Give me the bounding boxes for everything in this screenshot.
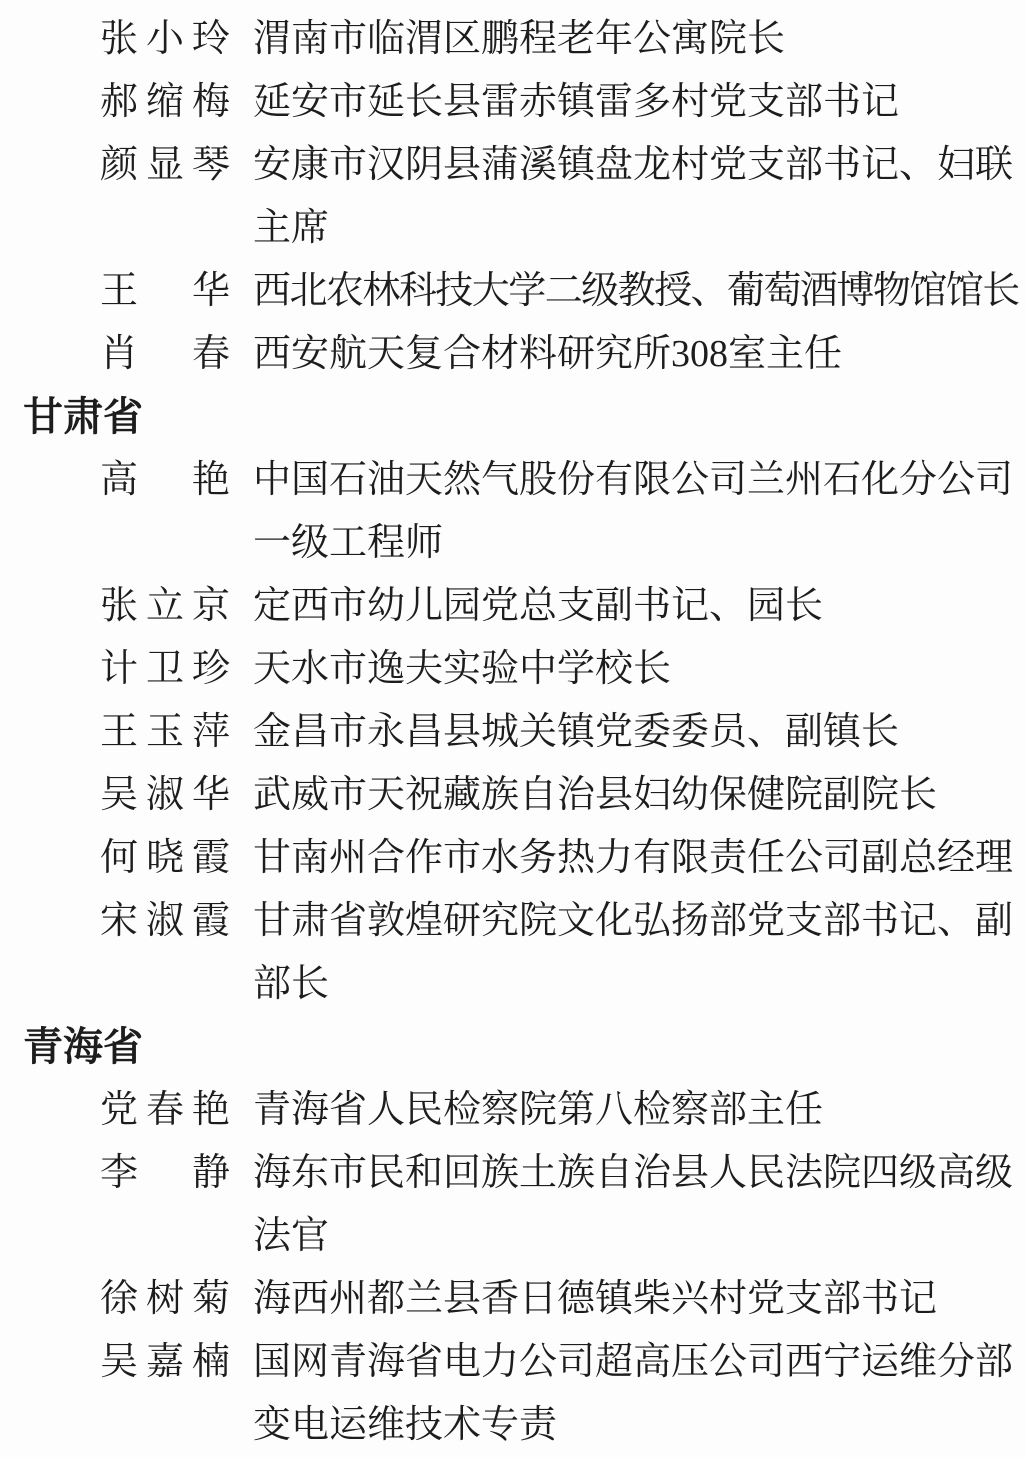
list-item bbox=[0, 764, 1025, 827]
position-line: 法官 bbox=[253, 1215, 330, 1257]
position-line: 金昌市永昌县城关镇党委委员、副镇长 bbox=[253, 711, 900, 753]
person-name: 李 静 bbox=[100, 1152, 230, 1194]
person-position bbox=[253, 701, 1025, 764]
position-line: 甘南州合作市水务热力有限责任公司副总经理 bbox=[253, 837, 1014, 879]
position-line: 变电运维技术专责 bbox=[253, 1404, 558, 1446]
position-line: 海西州都兰县香日德镇柴兴村党支部书记 bbox=[253, 1278, 938, 1320]
list-item bbox=[0, 1331, 1025, 1457]
person-name: 郝 缩 梅 bbox=[100, 81, 230, 123]
person-name: 张 立 京 bbox=[100, 585, 230, 627]
position-line: 海东市民和回族土族自治县人民法院四级高级 bbox=[253, 1152, 1014, 1194]
position-line: 甘肃省敦煌研究院文化弘扬部党支部书记、副 bbox=[253, 900, 1014, 942]
person-position bbox=[253, 8, 1025, 71]
list-item bbox=[0, 449, 1025, 575]
person-name: 吴 嘉 楠 bbox=[100, 1341, 230, 1383]
list-item bbox=[0, 260, 1025, 323]
person-position bbox=[253, 71, 1025, 134]
person-name: 计 卫 珍 bbox=[100, 648, 230, 690]
list-item bbox=[0, 575, 1025, 638]
person-name: 党 春 艳 bbox=[100, 1089, 230, 1131]
list-item bbox=[0, 8, 1025, 71]
person-position bbox=[253, 890, 1025, 1016]
person-name: 宋 淑 霞 bbox=[100, 900, 230, 942]
position-line: 国网青海省电力公司超高压公司西宁运维分部 bbox=[253, 1341, 1014, 1383]
province-header: 甘肃省 bbox=[23, 395, 143, 439]
person-position bbox=[253, 575, 1025, 638]
position-line: 主席 bbox=[253, 207, 330, 249]
person-position bbox=[253, 1268, 1025, 1331]
position-line: 武威市天祝藏族自治县妇幼保健院副院长 bbox=[253, 774, 938, 816]
position-line: 青海省人民检察院第八检察部主任 bbox=[253, 1089, 824, 1131]
person-name: 徐 树 菊 bbox=[100, 1278, 230, 1320]
position-line: 中国石油天然气股份有限公司兰州石化分公司 bbox=[253, 459, 1014, 501]
position-line: 延安市延长县雷赤镇雷多村党支部书记 bbox=[253, 81, 900, 123]
person-name: 吴 淑 华 bbox=[100, 774, 230, 816]
person-position bbox=[253, 1142, 1025, 1268]
list-item bbox=[0, 1079, 1025, 1142]
province-header: 青海省 bbox=[23, 1025, 143, 1069]
position-line: 渭南市临渭区鹏程老年公寓院长 bbox=[253, 18, 786, 60]
position-line: 西安航天复合材料研究所308室主任 bbox=[253, 333, 843, 375]
list-item bbox=[0, 890, 1025, 1016]
person-position bbox=[253, 323, 1025, 386]
person-name: 何 晓 霞 bbox=[100, 837, 230, 879]
person-position bbox=[253, 764, 1025, 827]
list-item bbox=[0, 827, 1025, 890]
person-name: 张 小 玲 bbox=[100, 18, 230, 60]
person-position bbox=[253, 638, 1025, 701]
position-line: 西北农林科技大学二级教授、葡萄酒博物馆馆长 bbox=[253, 270, 1019, 312]
list-item bbox=[0, 323, 1025, 386]
person-position bbox=[253, 449, 1025, 575]
person-name: 王 华 bbox=[100, 270, 230, 312]
person-position bbox=[253, 1331, 1025, 1457]
position-line: 天水市逸夫实验中学校长 bbox=[253, 648, 672, 690]
position-line: 一级工程师 bbox=[253, 522, 444, 564]
person-position bbox=[253, 1079, 1025, 1142]
person-position bbox=[253, 134, 1025, 260]
position-line: 安康市汉阴县蒲溪镇盘龙村党支部书记、妇联 bbox=[253, 144, 1014, 186]
list-item bbox=[0, 701, 1025, 764]
person-name: 颜 显 琴 bbox=[100, 144, 230, 186]
list-item bbox=[0, 1142, 1025, 1268]
person-position bbox=[253, 260, 1025, 323]
person-name: 王 玉 萍 bbox=[100, 711, 230, 753]
position-line: 部长 bbox=[253, 963, 330, 1005]
position-line: 定西市幼儿园党总支副书记、园长 bbox=[253, 585, 824, 627]
list-item bbox=[0, 1268, 1025, 1331]
list-item bbox=[0, 71, 1025, 134]
person-name: 肖 春 bbox=[100, 333, 230, 375]
list-item bbox=[0, 134, 1025, 260]
person-name: 高 艳 bbox=[100, 459, 230, 501]
person-position bbox=[253, 827, 1025, 890]
list-item bbox=[0, 638, 1025, 701]
